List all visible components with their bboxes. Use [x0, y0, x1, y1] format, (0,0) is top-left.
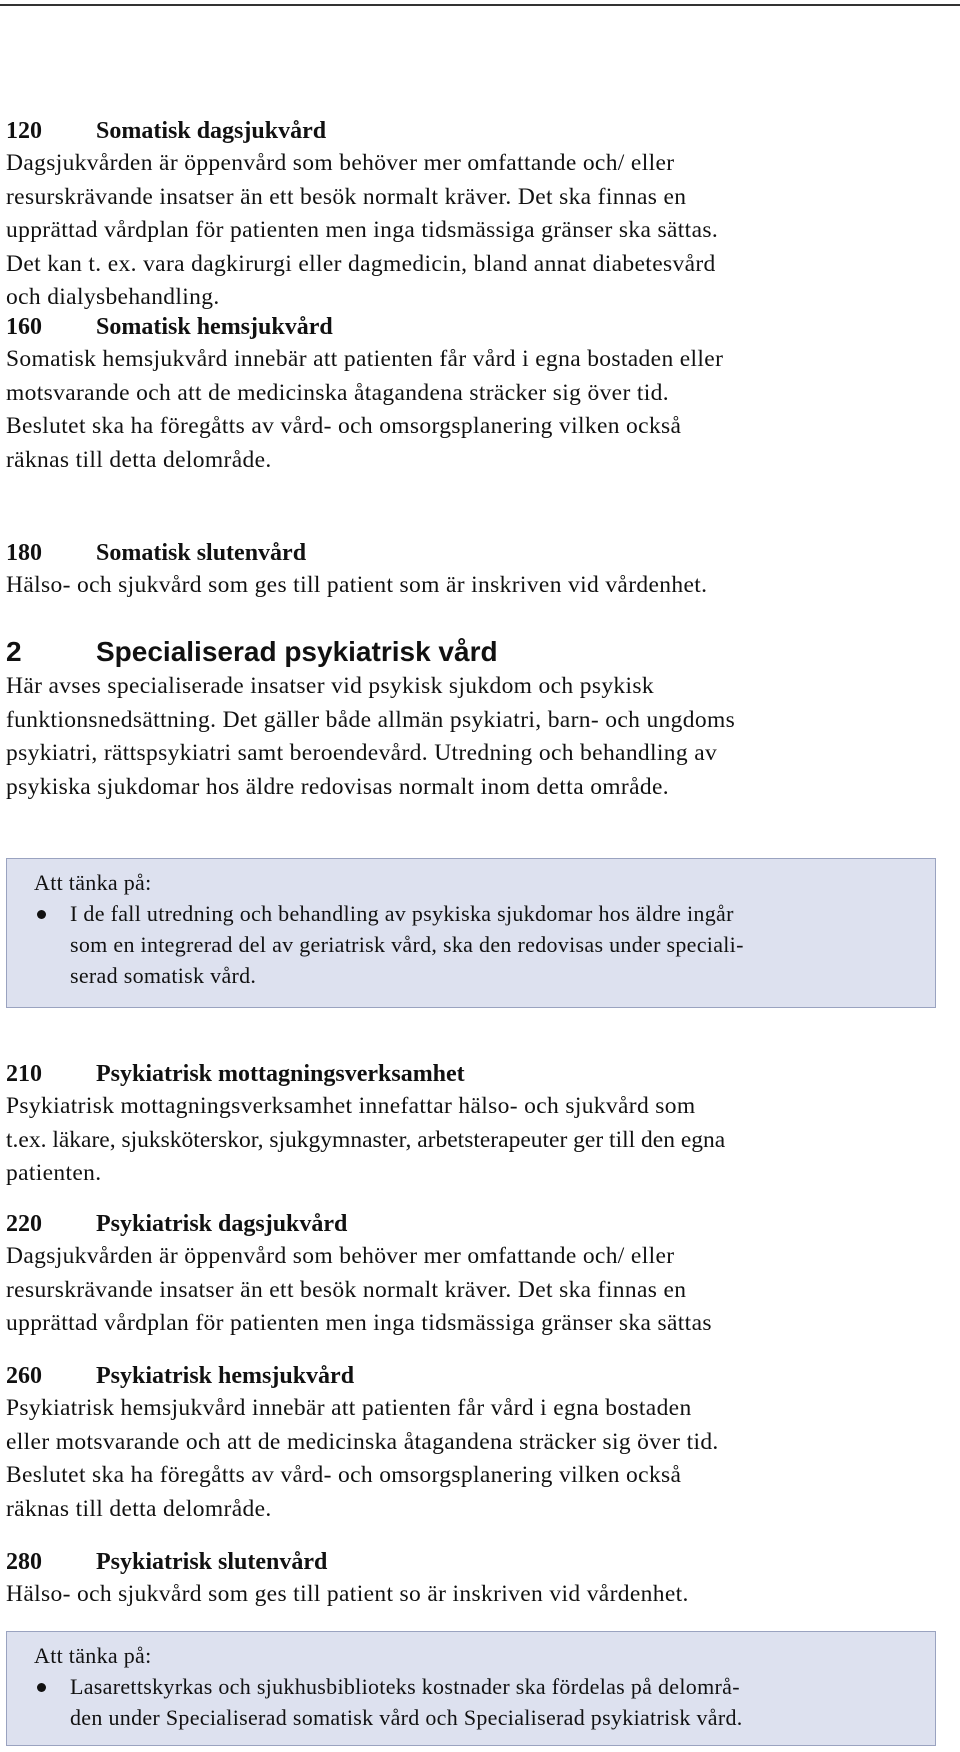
body-line: funktionsnedsättning. Det gäller både allmän psykiatri, barn- och ungdoms [6, 706, 736, 733]
body-line: upprättad vårdplan för patienten men inga tidsmässiga gränser ska sättas. [6, 217, 719, 243]
section-number: 2 [6, 636, 22, 667]
section-body [6, 1240, 936, 1341]
note-box [6, 1631, 936, 1746]
body-line: motsvarande och att de medicinska åtagandena sträcker sig över tid. [6, 379, 669, 406]
body-line: t.ex. läkare, sjuksköterskor, sjukgymnaster, arbetsterapeuter ger till den egna [6, 1126, 726, 1153]
note-line: som en integrerad del av geriatrisk vård, ska den redovisas under speciali- [70, 932, 744, 957]
body-line: Somatisk hemsjukvård innebär att patienten får vård i egna bostaden eller [6, 346, 724, 372]
body-line: psykiatri, rättspsykiatri samt beroendevård. Utredning och behandling av [6, 740, 718, 766]
section-title: Psykiatrisk mottagningsverksamhet [96, 1061, 465, 1087]
body-line: resurskrävande insatser än ett besök normalt kräver. Det ska finnas en [6, 1276, 687, 1303]
note-line: serad somatisk vård. [70, 963, 257, 988]
chapter-heading [6, 634, 936, 670]
note-line: den under Specialiserad somatisk vård och Specialiserad psykiatrisk vård. [70, 1705, 743, 1730]
note-bullet-item [7, 1671, 935, 1733]
section-heading [6, 537, 936, 569]
section-heading [6, 311, 936, 343]
note-bullet-item [7, 898, 935, 991]
section-210 [6, 1058, 936, 1191]
body-line: Hälso- och sjukvård som ges till patient som är inskriven vid vårdenhet. [6, 572, 708, 598]
section-2 [6, 634, 936, 804]
body-line: patienten. [6, 1160, 102, 1186]
section-120 [6, 115, 936, 315]
section-heading [6, 115, 936, 147]
section-body [6, 343, 936, 477]
section-heading [6, 1058, 936, 1090]
note-title: Att tänka på: [34, 1643, 152, 1668]
section-number: 220 [6, 1211, 42, 1237]
section-160 [6, 311, 936, 477]
section-body [6, 1392, 936, 1526]
body-line: upprättad vårdplan för patienten men inga tidsmässiga gränser ska sättas [6, 1310, 712, 1336]
section-heading [6, 1208, 936, 1240]
body-line: Psykiatrisk mottagningsverksamhet innefattar hälso- och sjukvård som [6, 1093, 696, 1119]
body-line: Beslutet ska ha föregåtts av vård- och omsorgsplanering vilken också [6, 413, 682, 439]
body-line: Det kan t. ex. vara dagkirurgi eller dagmedicin, bland annat diabetesvård [6, 250, 716, 277]
section-260 [6, 1360, 936, 1526]
section-title: Specialiserad psykiatrisk vård [96, 636, 498, 667]
section-title: Somatisk slutenvård [96, 540, 307, 566]
section-220 [6, 1208, 936, 1341]
section-number: 280 [6, 1549, 42, 1575]
top-rule [0, 4, 960, 6]
body-line: Hälso- och sjukvård som ges till patient so är inskriven vid vårdenhet. [6, 1581, 689, 1607]
body-line: Här avses specialiserade insatser vid psykisk sjukdom och psykisk [6, 673, 655, 699]
body-line: resurskrävande insatser än ett besök normalt kräver. Det ska finnas en [6, 183, 687, 210]
section-number: 180 [6, 540, 42, 566]
body-line: eller motsvarande och att de medicinska åtagandena sträcker sig över tid. [6, 1428, 719, 1455]
section-number: 160 [6, 314, 42, 340]
note-line: I de fall utredning och behandling av psykiska sjukdomar hos äldre ingår [70, 901, 734, 926]
body-line: Beslutet ska ha föregåtts av vård- och omsorgsplanering vilken också [6, 1462, 682, 1488]
body-line: Psykiatrisk hemsjukvård innebär att patienten får vård i egna bostaden [6, 1395, 692, 1421]
note-box [6, 858, 936, 1008]
section-title: Somatisk hemsjukvård [96, 314, 333, 340]
section-body [6, 1090, 936, 1191]
body-line: psykiska sjukdomar hos äldre redovisas normalt inom detta område. [6, 773, 669, 800]
body-line: Dagsjukvården är öppenvård som behöver mer omfattande och/ eller [6, 1243, 675, 1269]
section-title: Psykiatrisk hemsjukvård [96, 1363, 355, 1389]
section-heading [6, 1546, 936, 1578]
section-title: Psykiatrisk slutenvård [96, 1549, 328, 1575]
section-number: 210 [6, 1061, 42, 1087]
bullet-icon [37, 1683, 46, 1692]
section-title: Psykiatrisk dagsjukvård [96, 1211, 348, 1237]
note-line: Lasarettskyrkas och sjukhusbiblioteks kostnader ska fördelas på delområ- [70, 1674, 740, 1699]
section-heading [6, 1360, 936, 1392]
section-body [6, 1578, 936, 1612]
section-body [6, 670, 936, 804]
section-number: 260 [6, 1363, 42, 1389]
note-title: Att tänka på: [34, 870, 152, 895]
bullet-icon [37, 910, 46, 919]
section-body [6, 147, 936, 315]
section-title: Somatisk dagsjukvård [96, 118, 327, 144]
body-line: räknas till detta delområde. [6, 446, 272, 473]
body-line: Dagsjukvården är öppenvård som behöver mer omfattande och/ eller [6, 150, 675, 176]
section-number: 120 [6, 118, 42, 144]
body-line: räknas till detta delområde. [6, 1495, 272, 1522]
section-180 [6, 537, 936, 603]
body-line: och dialysbehandling. [6, 284, 220, 310]
section-280 [6, 1546, 936, 1612]
section-body [6, 569, 936, 603]
